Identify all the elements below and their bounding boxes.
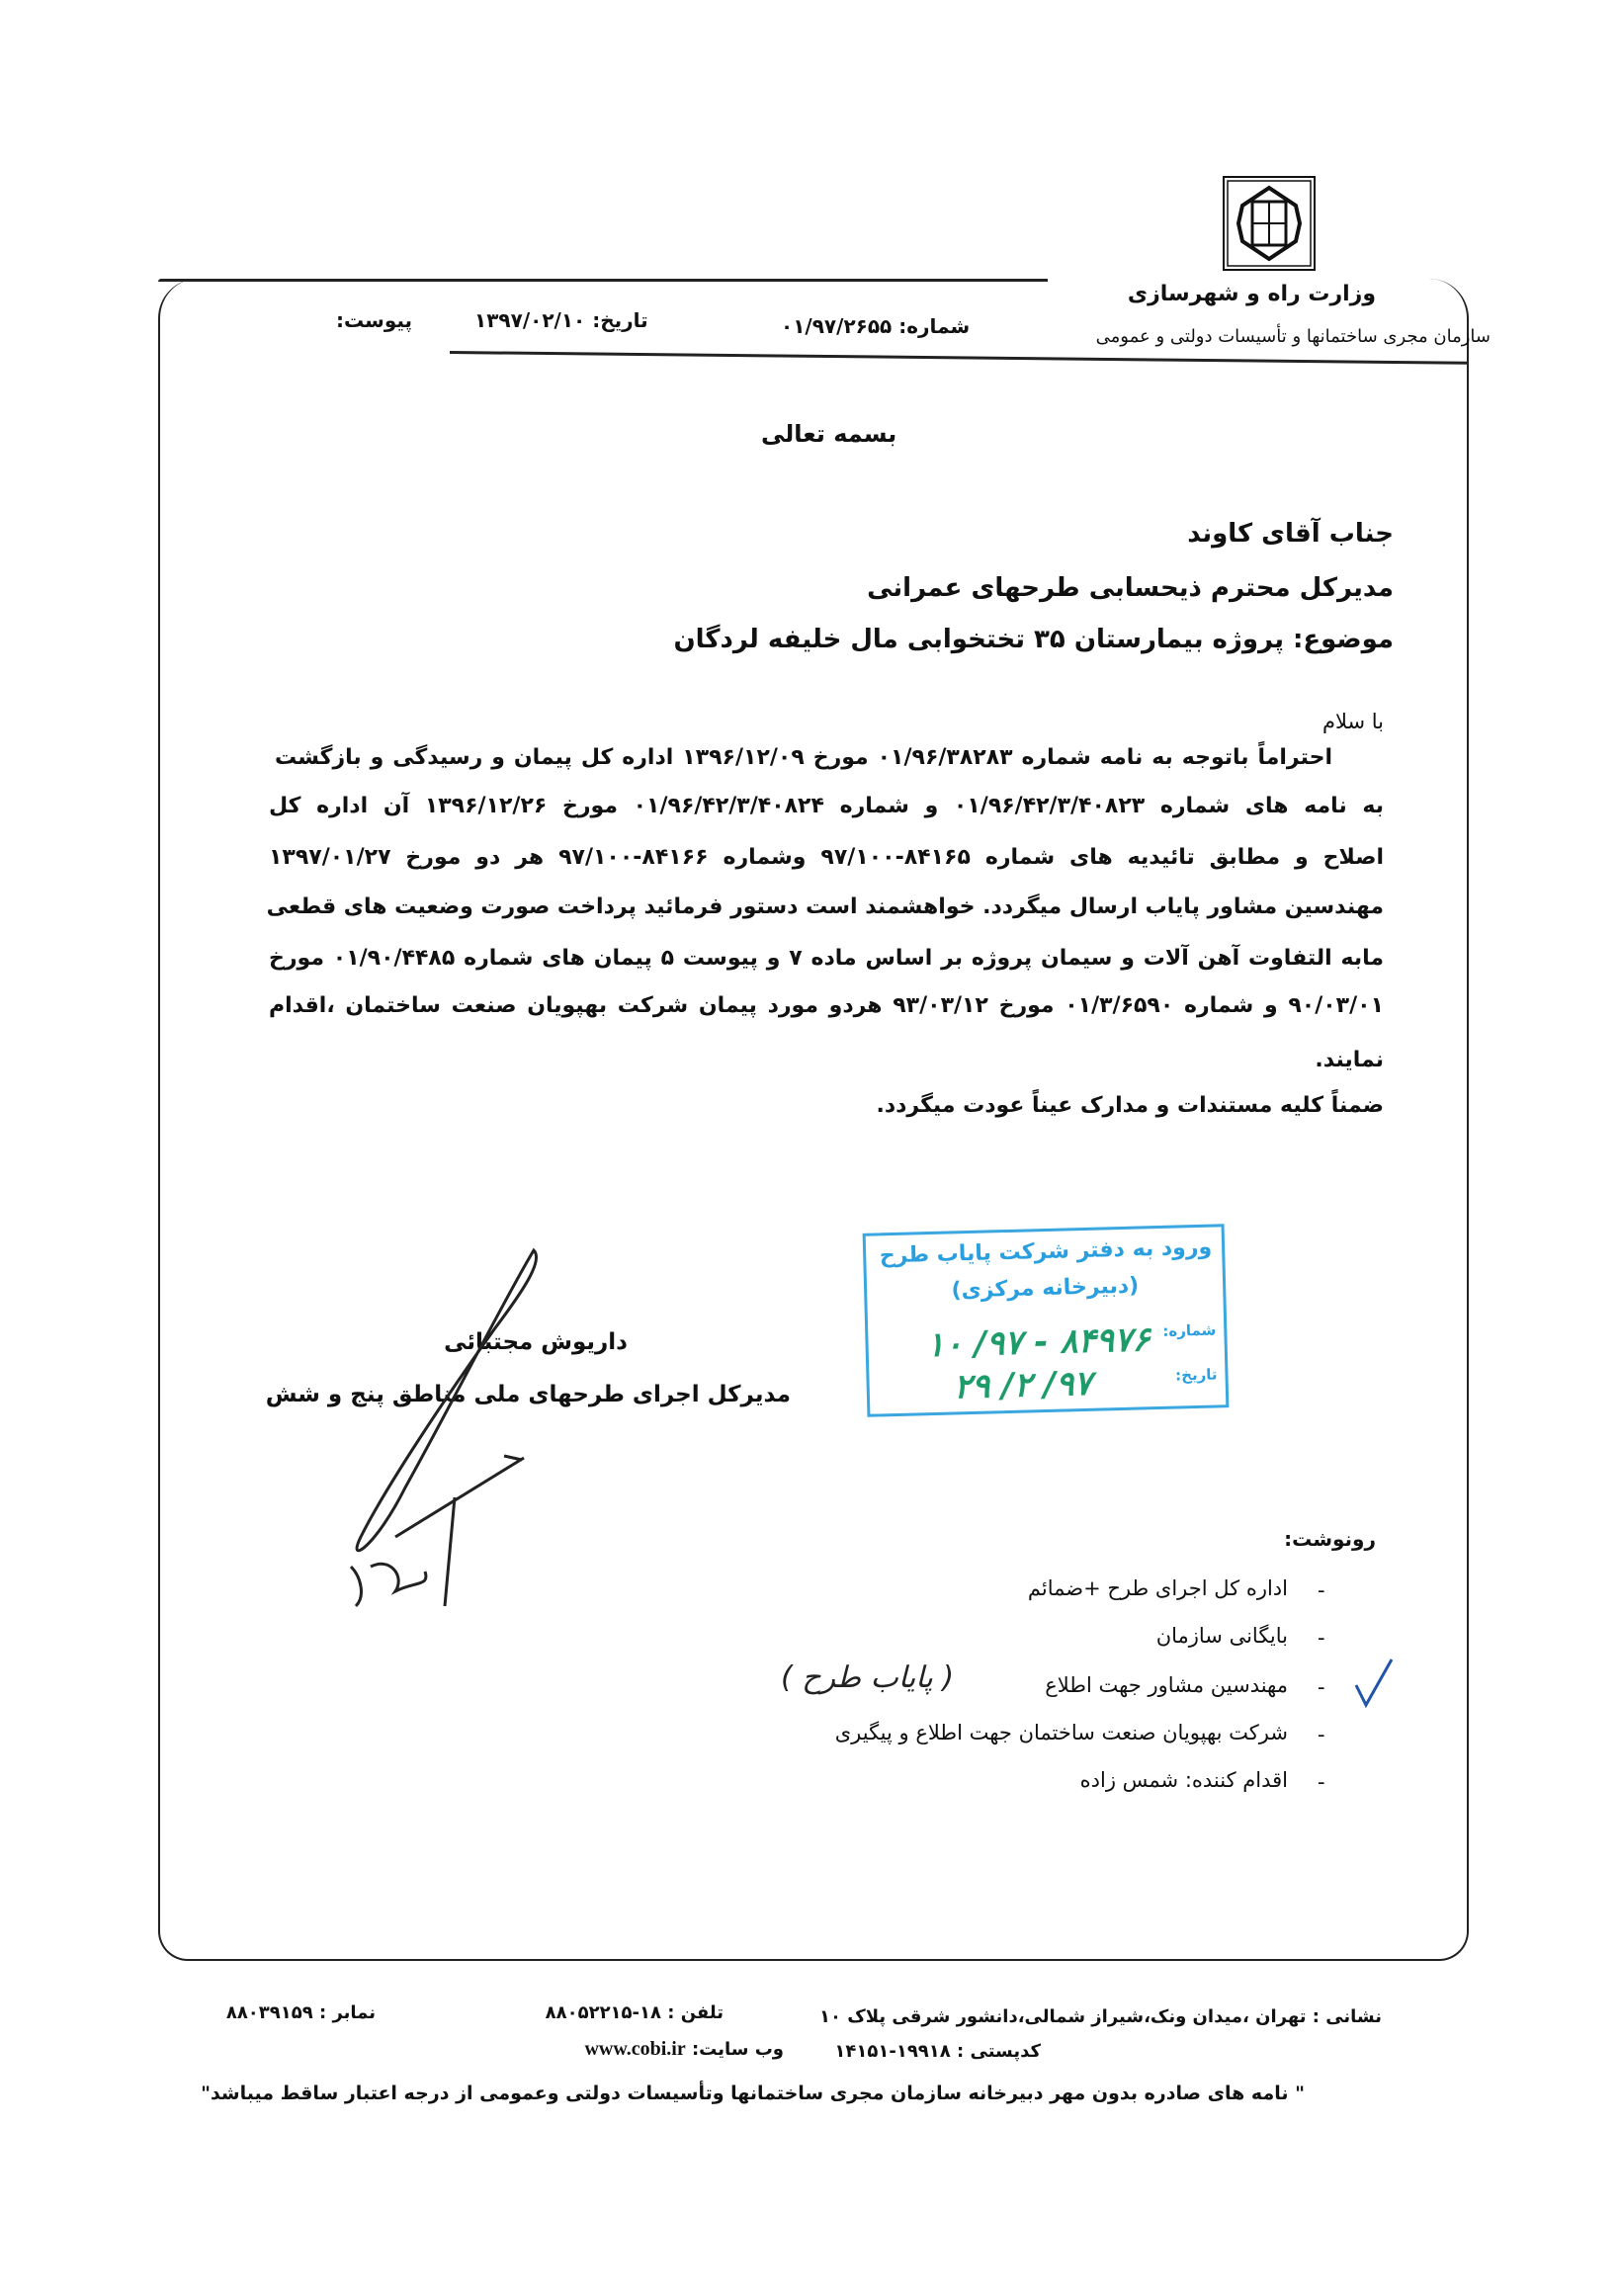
subject: موضوع: پروژه بیمارستان ۳۵ تختخوابی مال خلیفه لردگان — [673, 625, 1394, 654]
letter-date — [474, 308, 648, 332]
stamp-title: ورود به دفتر شرکت پایاب طرح — [879, 1234, 1213, 1269]
checkmark-icon — [1352, 1656, 1397, 1710]
handwritten-signature — [336, 1240, 563, 1616]
website-link[interactable]: www.cobi.ir — [584, 2038, 686, 2060]
list-dash: - — [1318, 1578, 1325, 1602]
list-dash: - — [1318, 1675, 1325, 1699]
invocation: بسمه تعالی — [761, 420, 897, 448]
ministry-logo — [1223, 176, 1316, 271]
stamp-date-label: تاریخ: — [1174, 1365, 1218, 1385]
copy-item: بایگانی سازمان — [1155, 1624, 1288, 1648]
closing-note: ضمناً کلیه مستندات و مدارک عیناً عودت میگردد. — [876, 1093, 1384, 1118]
received-stamp — [863, 1224, 1230, 1417]
date-value: ۱۳۹۷/۰۲/۱۰ — [474, 308, 586, 332]
footer-website — [584, 2038, 784, 2061]
copies-label: رونوشت: — [1284, 1527, 1376, 1551]
organization-name: سازمان مجری ساختمانها و تأسیسات دولتی و عمومی — [1095, 326, 1491, 347]
signatory-name: داریوش مجتبائی — [444, 1329, 628, 1355]
list-dash: - — [1318, 1723, 1325, 1746]
list-dash: - — [1318, 1626, 1325, 1650]
recipient-title: مدیرکل محترم ذیحسابی طرحهای عمرانی — [867, 573, 1394, 603]
stamp-date-value: ۹۷/ ۲/ ۲۹ — [953, 1363, 1093, 1407]
website-label: وب سایت: — [691, 2039, 784, 2060]
body-line: احتراماً باتوجه به نامه شماره ۰۱/۹۶/۳۸۲۸۳ مورخ ۱۳۹۶/۱۲/۰۹ اداره کل پیمان و رسیدگی و بازگشت — [275, 745, 1332, 770]
number-value: ۰۱/۹۷/۲۶۵۵ — [781, 314, 893, 338]
copy-item: مهندسین مشاور جهت اطلاع — [1045, 1673, 1288, 1697]
ministry-name: وزارت راه و شهرسازی — [1127, 282, 1376, 306]
copy-item: اداره کل اجرای طرح +ضمائم — [1027, 1576, 1288, 1600]
list-dash: - — [1318, 1770, 1325, 1794]
body-line: مهندسین مشاور پایاب ارسال میگردد. خواهشمند است دستور فرمائید پرداخت صورت وضعیت های قطعی — [266, 894, 1384, 919]
body-line: نمایند. — [1315, 1048, 1384, 1072]
body-line: ۹۰/۰۳/۰۱ و شماره ۰۱/۳/۶۵۹۰ مورخ ۹۳/۰۳/۱۲ هردو مورد پیمان شرکت بهپویان صنعت ساختمان ،اقدام — [269, 993, 1384, 1018]
stamp-number-label: شماره: — [1162, 1320, 1217, 1340]
handwritten-note: ( پایاب طرح ) — [781, 1660, 955, 1695]
body-line: مابه التفاوت آهن آلات و سیمان پروژه بر اساس ماده ۷ و پیوست ۵ پیمان های شماره ۰۱/۹۰/۴۴۸۵ مورخ — [269, 946, 1385, 971]
footer-fax: نمابر : ۸۸۰۳۹۱۵۹ — [225, 2002, 376, 2023]
footer-phone: تلفن : ۱۸-۸۸۰۵۲۲۱۵ — [545, 2002, 724, 2023]
number-label: شماره: — [898, 314, 971, 338]
footer-address: نشانی : تهران ،میدان ونک،شیراز شمالی،دانشور شرقی پلاک ۱۰ — [819, 2006, 1382, 2027]
copy-item: شرکت بهپویان صنعت ساختمان جهت اطلاع و پیگیری — [834, 1721, 1288, 1744]
body-line: به نامه های شماره ۰۱/۹۶/۴۲/۳/۴۰۸۲۳ و شماره ۰۱/۹۶/۴۲/۳/۴۰۸۲۴ مورخ ۱۳۹۶/۱۲/۲۶ آن اداره کل — [269, 794, 1384, 818]
body-line: اصلاح و مطابق تائیدیه های شماره ۸۴۱۶۵-۹۷/۱۰۰ وشماره ۸۴۱۶۶-۹۷/۱۰۰ هر دو مورخ ۱۳۹۷/۰۱/۲۷ — [269, 845, 1384, 870]
frame-top-line — [158, 279, 1048, 282]
copy-item: اقدام کننده: شمس زاده — [1079, 1768, 1288, 1792]
date-label: تاریخ: — [592, 308, 648, 332]
footer-disclaimer: " نامه های صادره بدون مهر دبیرخانه سازمان مجری ساختمانها وتأسیسات دولتی وعمومی از درجه اعتبار ساقط میباشد" — [201, 2083, 1305, 2104]
attachment-label: پیوست: — [336, 308, 413, 332]
greeting: با سلام — [1321, 710, 1384, 733]
letter-number — [781, 314, 970, 338]
stamp-subtitle: (دبیرخانه مرکزی) — [951, 1273, 1140, 1304]
footer-postal-code: کدپستی : ۱۹۹۱۸-۱۴۱۵۱ — [834, 2041, 1041, 2062]
signatory-title: مدیرکل اجرای طرحهای ملی مناطق پنج و شش — [265, 1382, 791, 1407]
recipient: جناب آقای کاوند — [1187, 519, 1394, 549]
stamp-number-value: ۸۴۹۷۶ - ۹۷/ ۱۰ — [925, 1319, 1151, 1366]
